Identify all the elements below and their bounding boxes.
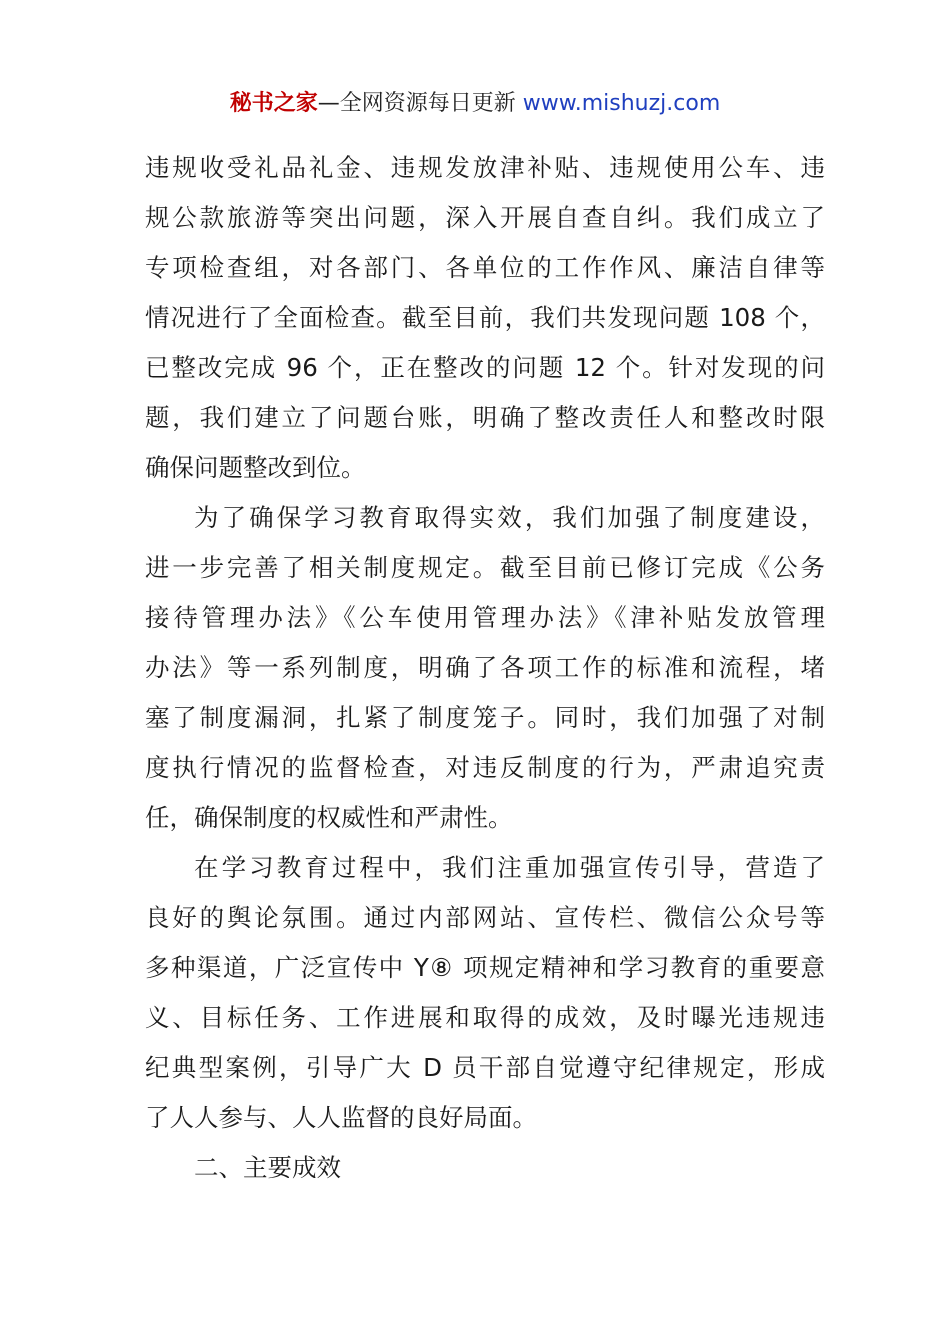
text-line: 义、目标任务、工作进展和取得的成效，及时曝光违规违 [145,1003,825,1032]
text-line: 确保问题整改到位。 [145,453,366,482]
text-line: 了人人参与、人人监督的良好局面。 [145,1103,537,1132]
paragraph-first-line: 为了确保学习教育取得实效，我们加强了制度建设， [194,503,825,532]
text-line: 塞了制度漏洞，扎紧了制度笼子。同时，我们加强了对制 [145,703,825,732]
brand-name: 秘书之家 [229,91,318,116]
text-line: 规公款旅游等突出问题，深入开展自查自纠。我们成立了 [145,203,825,232]
text-line: 接待管理办法》《公车使用管理办法》《津补贴发放管理 [145,603,825,632]
text-line: 纪典型案例，引导广大 D 员干部自觉遵守纪律规定，形成 [145,1053,825,1082]
section-heading: 二、主要成效 [194,1153,341,1182]
website-link[interactable]: www.mishuzj.com [522,91,721,116]
paragraph-first-line: 在学习教育过程中，我们注重加强宣传引导，营造了 [194,853,825,882]
document-body [145,143,825,1193]
text-line: 进一步完善了相关制度规定。截至目前已修订完成《公务 [145,553,825,582]
text-line: 良好的舆论氛围。通过内部网站、宣传栏、微信公众号等 [145,903,825,932]
text-line: 专项检查组，对各部门、各单位的工作作风、廉洁自律等 [145,253,825,282]
text-line: 任，确保制度的权威性和严肃性。 [145,803,513,832]
header-tagline: —全网资源每日更新 [317,91,523,116]
text-line: 多种渠道，广泛宣传中 Y⑧ 项规定精神和学习教育的重要意 [145,953,825,982]
text-line: 已整改完成 96 个，正在整改的问题 12 个。针对发现的问 [145,353,825,382]
text-line: 度执行情况的监督检查，对违反制度的行为，严肃追究责 [145,753,825,782]
text-line: 题，我们建立了问题台账，明确了整改责任人和整改时限 [145,403,825,432]
text-line: 办法》等一系列制度，明确了各项工作的标准和流程，堵 [145,653,825,682]
page-header [0,88,950,120]
text-line: 情况进行了全面检查。截至目前，我们共发现问题 108 个， [145,303,825,332]
text-line: 违规收受礼品礼金、违规发放津补贴、违规使用公车、违 [145,153,825,182]
